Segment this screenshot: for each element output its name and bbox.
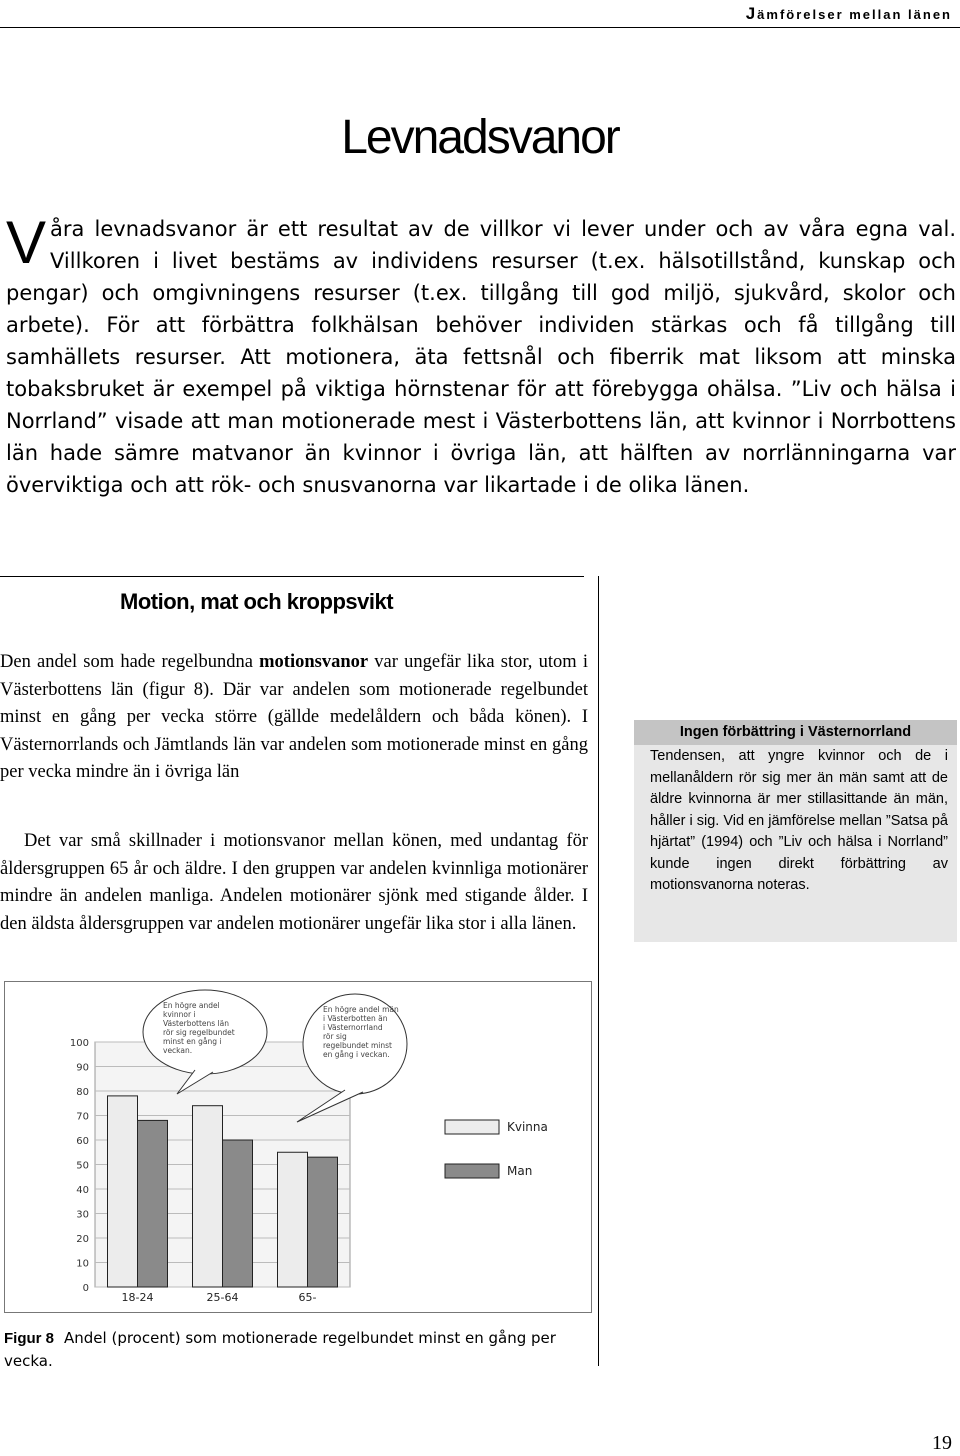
y-tick-label: 50 <box>76 1160 89 1172</box>
page-title: Levnadsvanor <box>341 111 619 164</box>
figure-8-chart <box>4 981 592 1313</box>
annotation-2-text: i Västernorrland <box>323 1023 383 1032</box>
para1-post: var ungefär lika stor, utom i Västerbottens län (figur 8). Där var andelen som motionerade regelbundet minst en gång per vecka större (gällde medelåldern och båda könen). I Västernorrlands och Jämtlands län var andelen som motionerade minst en gång per vecka mindre än i övriga län <box>0 652 588 783</box>
y-tick-label: 80 <box>76 1087 89 1098</box>
sidebar-text: Tendensen, att yngre kvinnor och de i mellanåldern rör sig mer än män samt att de äldre kvinnorna är mer stillasittande än män, håller i sig. Vid en jämförelse mellan ”Satsa på hjärtat” (1994) och ”Liv och hälsa i Norrland” kunde ingen direkt förbättring av motionsvanorna noteras. <box>650 748 948 893</box>
para1-pre: Den andel som hade regelbundna <box>0 652 260 672</box>
section-title: Motion, mat och kroppsvikt <box>120 589 394 614</box>
x-tick-label: 18-24 <box>121 1291 154 1304</box>
y-tick-label: 30 <box>76 1209 89 1221</box>
annotation-2-text: rör sig <box>323 1032 347 1041</box>
running-head: Jämförelser mellan länen <box>745 4 952 23</box>
figure-caption-text: Andel (procent) som motionerade regelbundet minst en gång per vecka. <box>4 1329 556 1370</box>
figure-caption <box>4 1327 584 1372</box>
intro-text: åra levnadsvanor är ett resultat av de villkor vi lever under och av våra egna val. Villkoren i livet bestäms av individens resurser (t.ex. hälsotillstånd, kunskap och pengar) och omgivningens resurser (t.ex. tillgång till god miljö, sjukvård, skolor och arbete). För att förbättra folkhälsan behöver individen stärkas och få tillgång till samhällets resurser. Att motionera, äta fettsnål och fiberrik mat liksom att minska tobaksbruket är exempel på viktiga hörnstenar för att förebygga ohälsa. ”Liv och hälsa i Norrland” visade att man motionerade mest i Västerbottens län, att kvinnor i Norrbottens län hade sämre matvanor än kvinnor i övriga län, att hälften av norrlänningarna var överviktiga och att rök- och snusvanorna var likartade i de olika länen. <box>6 217 956 497</box>
legend-label: Man <box>507 1164 533 1178</box>
section-rule <box>0 576 584 577</box>
annotation-1-text: En högre andel <box>163 1001 220 1010</box>
body-paragraph-2 <box>0 828 588 938</box>
y-tick-label: 60 <box>76 1136 89 1147</box>
y-tick-label: 70 <box>76 1111 89 1123</box>
legend-swatch <box>445 1120 499 1134</box>
annotation-1-text: veckan. <box>163 1046 193 1055</box>
bar-man <box>308 1157 338 1287</box>
annotation-1-text: rör sig regelbundet <box>163 1028 235 1037</box>
y-tick-label: 100 <box>69 1038 89 1049</box>
annotation-1-text: Västerbottens län <box>163 1019 230 1028</box>
column-divider <box>598 576 599 1366</box>
annotation-2-text: i Västerbotten än <box>323 1014 388 1023</box>
intro-paragraph <box>6 209 956 501</box>
header-rule <box>0 27 960 28</box>
x-tick-label: 65- <box>298 1291 317 1304</box>
body-paragraph-1 <box>0 649 588 787</box>
bar-man <box>138 1120 168 1287</box>
annotation-2-text: regelbundet minst <box>323 1041 392 1050</box>
dropcap: V <box>6 209 47 276</box>
annotation-2-text: En högre andel män <box>323 1005 399 1014</box>
figure-label: Figur 8 <box>4 1330 55 1347</box>
page-number: 19 <box>932 1432 952 1454</box>
y-tick-label: 10 <box>76 1258 89 1270</box>
legend-label: Kvinna <box>507 1120 548 1134</box>
sidebar-title: Ingen förbättring i Västernorrland <box>634 720 957 745</box>
legend-swatch <box>445 1164 499 1178</box>
annotation-1-text: minst en gång i <box>163 1037 222 1046</box>
bar-kvinna <box>108 1096 138 1287</box>
y-tick-label: 20 <box>76 1234 89 1245</box>
chart-svg <box>5 982 591 1312</box>
annotation-2-text: en gång i veckan. <box>323 1050 390 1059</box>
y-tick-label: 90 <box>76 1062 89 1074</box>
para1-bold: motionsvanor <box>259 652 369 672</box>
annotation-1-text: kvinnor i <box>163 1010 196 1019</box>
bar-kvinna <box>193 1106 223 1287</box>
bar-kvinna <box>278 1152 308 1287</box>
para2-text: Det var små skillnader i motionsvanor mellan könen, med undantag för åldersgruppen 65 år och äldre. I den gruppen var andelen kvinnliga motionärer mindre än andelen manliga. Andelen motionärer sjönk med stigande ålder. I den äldsta åldersgruppen var andelen motionärer ungefär lika stor i alla länen. <box>0 831 588 934</box>
y-tick-label: 40 <box>76 1185 89 1196</box>
bar-man <box>223 1140 253 1287</box>
x-tick-label: 25-64 <box>206 1291 239 1304</box>
y-tick-label: 0 <box>82 1283 89 1294</box>
